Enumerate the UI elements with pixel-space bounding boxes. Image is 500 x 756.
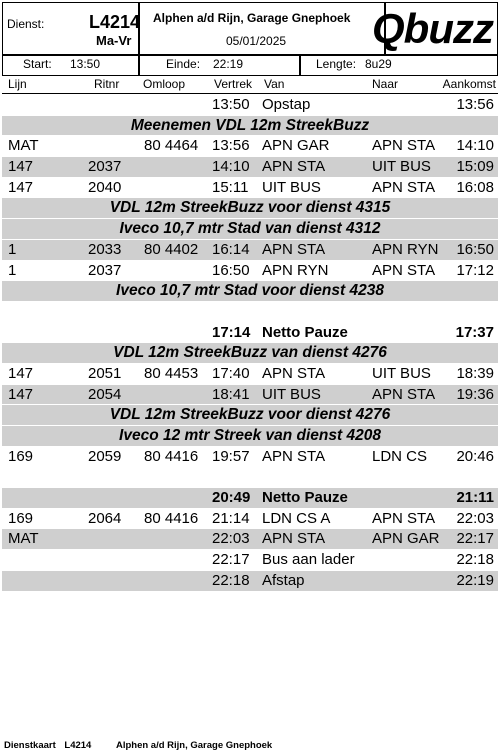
cell-van: Bus aan lader xyxy=(262,551,355,569)
cell-omloop: 80 4453 xyxy=(144,364,199,382)
cell-vertrek: 20:49 xyxy=(212,489,251,507)
cell-omloop: 80 4416 xyxy=(144,509,199,527)
cell-aankomst: 13:56 xyxy=(456,96,494,113)
trip-row xyxy=(2,571,498,592)
cell-lijn: 1 xyxy=(8,261,17,279)
cell-ritnr: 2037 xyxy=(88,158,122,176)
cell-vertrek: 17:14 xyxy=(212,323,251,341)
section-title: VDL 12m StreekBuzz voor dienst 4276 xyxy=(109,406,391,424)
cell-van: APN GAR xyxy=(262,137,330,155)
trip-row xyxy=(2,550,498,571)
cell-naar: APN RYN xyxy=(372,240,439,258)
cell-lijn: 147 xyxy=(8,178,34,196)
cell-aankomst: 21:11 xyxy=(456,489,494,507)
section-title: Meenemen VDL 12m StreekBuzz xyxy=(130,116,370,134)
cell-van: APN STA xyxy=(262,240,326,258)
cell-vertrek: 17:40 xyxy=(212,364,250,382)
section-header-row xyxy=(2,219,498,240)
cell-ritnr: 2033 xyxy=(88,240,122,258)
cell-naar: APN STA xyxy=(372,137,436,155)
start-label: Start: xyxy=(23,57,52,71)
trip-row xyxy=(2,157,498,178)
section-header-row xyxy=(2,281,498,302)
spacer-row xyxy=(2,467,498,488)
cell-naar: LDN CS xyxy=(372,447,428,465)
cell-vertrek: 15:11 xyxy=(212,178,249,196)
cell-lijn: MAT xyxy=(8,137,39,155)
section-title: Iveco 10,7 mtr Stad van dienst 4312 xyxy=(119,220,381,238)
cell-naar: APN GAR xyxy=(372,530,440,548)
section-title: VDL 12m StreekBuzz van dienst 4276 xyxy=(113,344,387,362)
cell-omloop: 80 4402 xyxy=(144,240,199,258)
cell-vertrek: 22:03 xyxy=(212,530,250,548)
cell-vertrek: 21:14 xyxy=(212,509,250,527)
section-title: Iveco 10,7 mtr Stad voor dienst 4238 xyxy=(116,282,384,300)
cell-lijn: 1 xyxy=(8,240,17,258)
cell-naar: UIT BUS xyxy=(372,158,431,176)
cell-van: APN RYN xyxy=(262,261,329,279)
lengte-label: Lengte: xyxy=(316,57,357,71)
col-ritnr: Ritnr xyxy=(94,77,120,91)
cell-aankomst: 17:37 xyxy=(455,323,494,341)
cell-naar: UIT BUS xyxy=(372,364,431,382)
footer xyxy=(4,740,286,751)
cell-lijn: 169 xyxy=(8,509,34,527)
cell-lijn: 169 xyxy=(8,447,34,465)
cell-aankomst: 15:09 xyxy=(456,158,494,176)
cell-lijn: 147 xyxy=(8,158,34,176)
cell-aankomst: 20:46 xyxy=(456,447,494,465)
pause-row xyxy=(2,488,498,509)
cell-aankomst: 19:36 xyxy=(456,385,494,403)
trip-row xyxy=(2,385,498,406)
trip-row xyxy=(2,240,498,261)
dienst-number: L4214 xyxy=(89,12,141,32)
footer-dienst: L4214 xyxy=(64,740,92,751)
cell-ritnr: 2059 xyxy=(88,447,122,465)
cell-ritnr: 2037 xyxy=(88,261,122,279)
einde-label: Einde: xyxy=(166,57,201,71)
section-title: Iveco 12 mtr Streek van dienst 4208 xyxy=(119,427,381,444)
cell-van: APN STA xyxy=(262,158,326,176)
col-omloop: Omloop xyxy=(143,77,186,91)
days-of-week: Ma-Vr xyxy=(96,33,132,48)
section-header-row xyxy=(2,426,498,447)
trip-row xyxy=(2,178,498,199)
cell-naar: APN STA xyxy=(372,509,436,527)
section-header-row xyxy=(2,343,498,364)
cell-vertrek: 22:17 xyxy=(212,551,250,569)
cell-naar: APN STA xyxy=(372,385,436,403)
cell-van: Opstap xyxy=(262,96,311,113)
garage-location: Alphen a/d Rijn, Garage Gnephoek xyxy=(153,11,351,25)
cell-omloop: 80 4416 xyxy=(144,447,199,465)
dienst-label: Dienst: xyxy=(7,17,45,31)
cell-van: UIT BUS xyxy=(262,385,321,403)
cell-van: APN STA xyxy=(262,447,326,465)
footer-location: Alphen a/d Rijn, Garage Gnephoek xyxy=(115,740,273,751)
col-aankomst: Aankomst xyxy=(442,77,496,91)
service-date: 05/01/2025 xyxy=(226,34,287,48)
section-title: VDL 12m StreekBuzz voor dienst 4315 xyxy=(109,199,391,217)
trip-row xyxy=(2,509,498,530)
spacer-row xyxy=(2,302,498,323)
cell-omloop: 80 4464 xyxy=(144,137,199,155)
cell-aankomst: 22:17 xyxy=(456,530,494,548)
trip-row xyxy=(2,364,498,385)
col-vertrek: Vertrek xyxy=(214,77,253,91)
cell-aankomst: 18:39 xyxy=(456,364,494,382)
col-van: Van xyxy=(264,77,285,91)
cell-van: APN STA xyxy=(262,530,326,548)
cell-ritnr: 2051 xyxy=(88,364,122,382)
qbuzz-logo: Qbuzz xyxy=(372,5,493,52)
cell-van: Netto Pauze xyxy=(262,489,348,507)
schedule-table xyxy=(2,95,498,592)
cell-van: Netto Pauze xyxy=(262,323,348,341)
cell-van: UIT BUS xyxy=(262,178,321,196)
cell-vertrek: 16:50 xyxy=(212,261,250,279)
column-header-row xyxy=(2,76,498,94)
einde-time: 22:19 xyxy=(213,57,244,71)
trip-row xyxy=(2,261,498,282)
cell-vertrek: 22:18 xyxy=(212,571,250,589)
cell-vertrek: 13:50 xyxy=(212,96,250,113)
cell-vertrek: 16:14 xyxy=(212,240,250,258)
cell-ritnr: 2054 xyxy=(88,385,122,403)
cell-lijn: MAT xyxy=(8,530,39,548)
cell-ritnr: 2064 xyxy=(88,509,122,527)
trip-row xyxy=(2,447,498,468)
cell-vertrek: 18:41 xyxy=(212,385,250,403)
trip-row xyxy=(2,95,498,116)
start-time: 13:50 xyxy=(70,57,101,71)
divider xyxy=(299,54,301,75)
cell-van: LDN CS A xyxy=(262,509,331,527)
cell-ritnr: 2040 xyxy=(88,178,122,196)
divider xyxy=(3,54,497,56)
cell-van: APN STA xyxy=(262,364,326,382)
section-header-row xyxy=(2,198,498,219)
footer-label: Dienstkaart xyxy=(4,740,56,751)
col-lijn: Lijn xyxy=(8,77,27,91)
trip-row xyxy=(2,529,498,550)
cell-aankomst: 16:08 xyxy=(456,178,494,196)
cell-van: Afstap xyxy=(262,571,305,589)
cell-aankomst: 14:10 xyxy=(456,137,494,155)
cell-vertrek: 13:56 xyxy=(212,137,250,155)
cell-lijn: 147 xyxy=(8,385,34,403)
cell-naar: APN STA xyxy=(372,178,436,196)
section-header-row xyxy=(2,405,498,426)
cell-naar: APN STA xyxy=(372,261,436,279)
divider xyxy=(138,54,140,75)
cell-vertrek: 19:57 xyxy=(212,447,250,465)
cell-aankomst: 22:03 xyxy=(456,509,494,527)
cell-lijn: 147 xyxy=(8,364,34,382)
trip-row xyxy=(2,136,498,157)
col-naar: Naar xyxy=(372,77,399,91)
cell-aankomst: 16:50 xyxy=(456,240,494,258)
header-box xyxy=(2,2,498,76)
cell-aankomst: 22:18 xyxy=(456,551,494,569)
pause-row xyxy=(2,323,498,344)
lengte-value: 8u29 xyxy=(365,57,392,71)
section-header-row xyxy=(2,116,498,137)
cell-aankomst: 17:12 xyxy=(456,261,494,279)
cell-aankomst: 22:19 xyxy=(456,571,494,589)
cell-vertrek: 14:10 xyxy=(212,158,250,176)
